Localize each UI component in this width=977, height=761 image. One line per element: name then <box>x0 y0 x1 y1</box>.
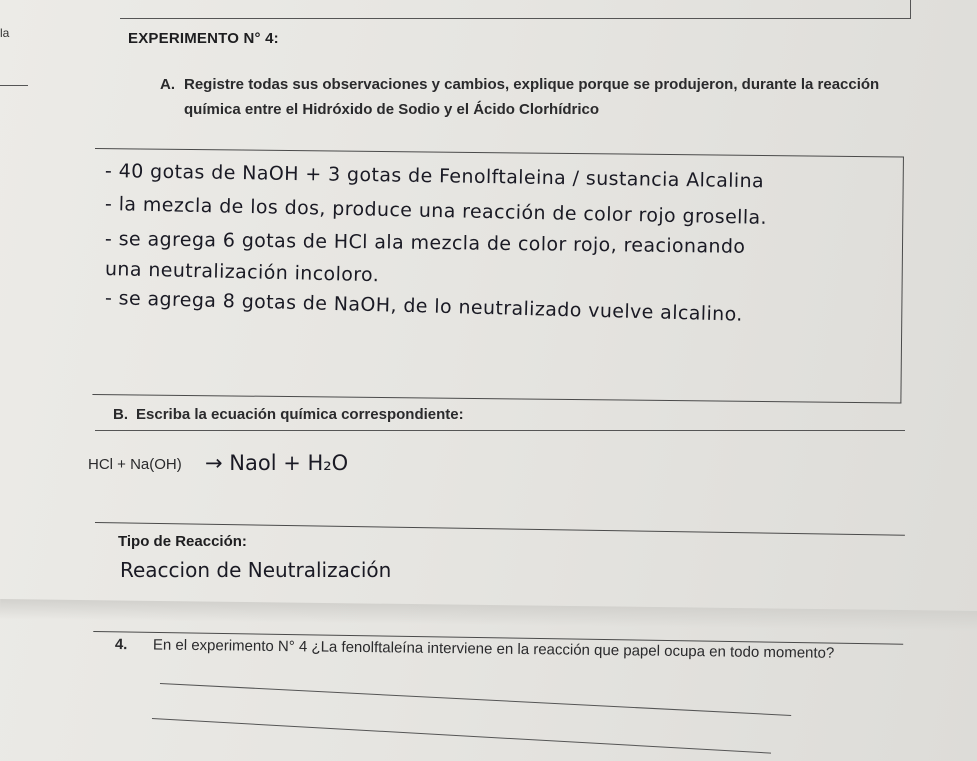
reaction-type-label: Tipo de Reacción: <box>118 533 247 550</box>
question-a-number: A. <box>160 76 175 93</box>
question-b <box>113 406 464 423</box>
answer-line <box>152 718 771 754</box>
left-border-line <box>0 85 28 86</box>
question-a <box>160 72 920 122</box>
top-border <box>120 0 911 19</box>
edge-mark: la <box>0 26 10 40</box>
question-4-number: 4. <box>114 636 128 654</box>
question-a-line1: Registre todas sus observaciones y cambios, explique porque se produjeron, durante la reacción <box>184 76 880 93</box>
answer-a-line: - la mezcla de los dos, produce una reacción de color rojo grosella. <box>104 193 768 229</box>
question-4-text: En el experimento N° 4 ¿La fenolftaleína interviene en la reacción que papel ocupa en todo momento? <box>152 636 835 662</box>
answer-a-line: - se agrega 8 gotas de NaOH, de lo neutralizado vuelve alcalino. <box>104 287 744 326</box>
equation-printed: HCl + Na(OH) <box>88 456 182 473</box>
question-b-number: B. <box>113 406 128 423</box>
experiment-title: EXPERIMENTO N° 4: <box>128 30 279 47</box>
answer-a-line: - 40 gotas de NaOH + 3 gotas de Fenolftaleina / sustancia Alcalina <box>104 160 765 193</box>
reaction-type-answer: Reaccion de Neutralización <box>120 558 392 582</box>
question-b-text: Escriba la ecuación química correspondiente: <box>136 406 464 423</box>
equation-handwritten: → Naol + H₂O <box>205 451 349 475</box>
section-divider <box>95 430 905 431</box>
answer-a-line: una neutralización incoloro. <box>104 258 380 287</box>
answer-line <box>160 683 791 716</box>
answer-a-line: - se agrega 6 gotas de HCl ala mezcla de color rojo, reacionando <box>104 228 746 258</box>
question-a-line2: química entre el Hidróxido de Sodio y el Ácido Clorhídrico <box>184 101 600 118</box>
